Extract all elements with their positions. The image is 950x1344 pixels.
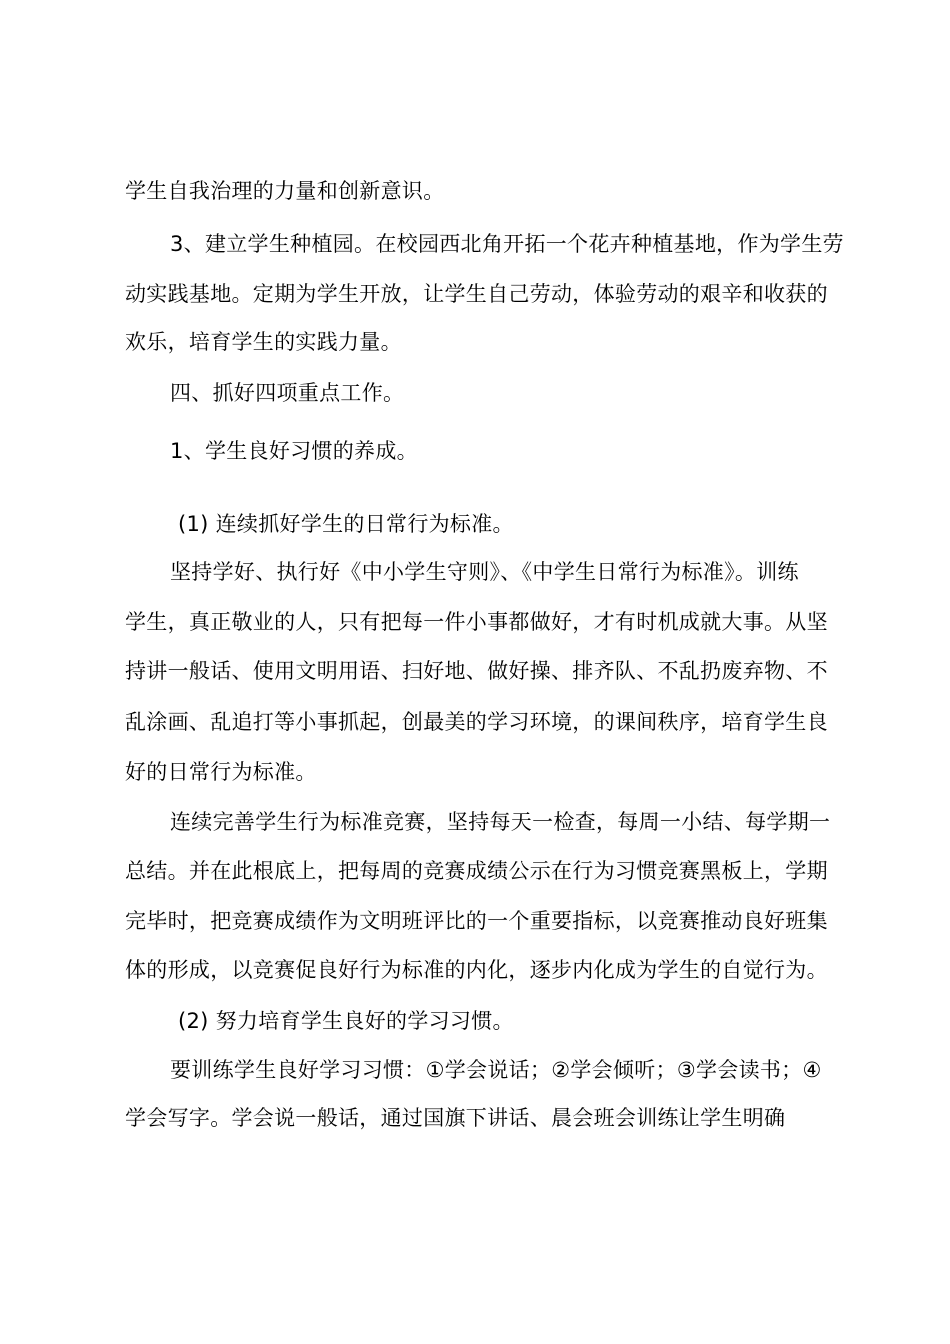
text-line: 学生，真正敬业的人，只有把每一件小事都做好，才有时机成就大事。从坚 (125, 610, 828, 634)
text-line: 要训练学生良好学习习惯：①学会说话；②学会倾听；③学会读书；④ (170, 1058, 822, 1082)
text-line: 体的形成，以竞赛促良好行为标准的内化，逐步内化成为学生的自觉行为。 (125, 958, 828, 982)
item-heading: (1) 连续抓好学生的日常行为标准。 (178, 512, 514, 536)
text-line: 完毕时，把竞赛成绩作为文明班评比的一个重要指标，以竞赛推动良好班集 (125, 909, 828, 933)
text-line: 学会写字。学会说一般话，通过国旗下讲话、晨会班会训练让学生明确 (125, 1106, 786, 1130)
text-line: 3、建立学生种植园。在校园西北角开拓一个花卉种植基地，作为学生劳 (170, 232, 844, 256)
text-line: 坚持学好、执行好《中小学生守则》、《中学生日常行为标准》。训练 (170, 560, 799, 584)
text-line: 乱涂画、乱追打等小事抓起，创最美的学习环境，的课间秩序，培育学生良 (125, 710, 828, 734)
item-heading: (2) 努力培育学生良好的学习习惯。 (178, 1009, 514, 1033)
text-line: 持讲一般话、使用文明用语、扫好地、做好操、排齐队、不乱扔废弃物、不 (125, 659, 828, 683)
text-line: 连续完善学生行为标准竞赛，坚持每天一检查，每周一小结、每学期一 (170, 810, 831, 834)
text-line: 动实践基地。定期为学生开放，让学生自己劳动，体验劳动的艰辛和收获的 (125, 282, 828, 306)
text-line: 欢乐，培育学生的实践力量。 (125, 330, 402, 354)
text-line: 好的日常行为标准。 (125, 760, 317, 784)
text-line: 学生自我治理的力量和创新意识。 (125, 179, 445, 203)
subsection-heading: 1、学生良好习惯的养成。 (170, 439, 418, 463)
section-heading: 四、抓好四项重点工作。 (170, 381, 405, 405)
text-line: 总结。并在此根底上，把每周的竞赛成绩公示在行为习惯竞赛黑板上，学期 (125, 859, 828, 883)
